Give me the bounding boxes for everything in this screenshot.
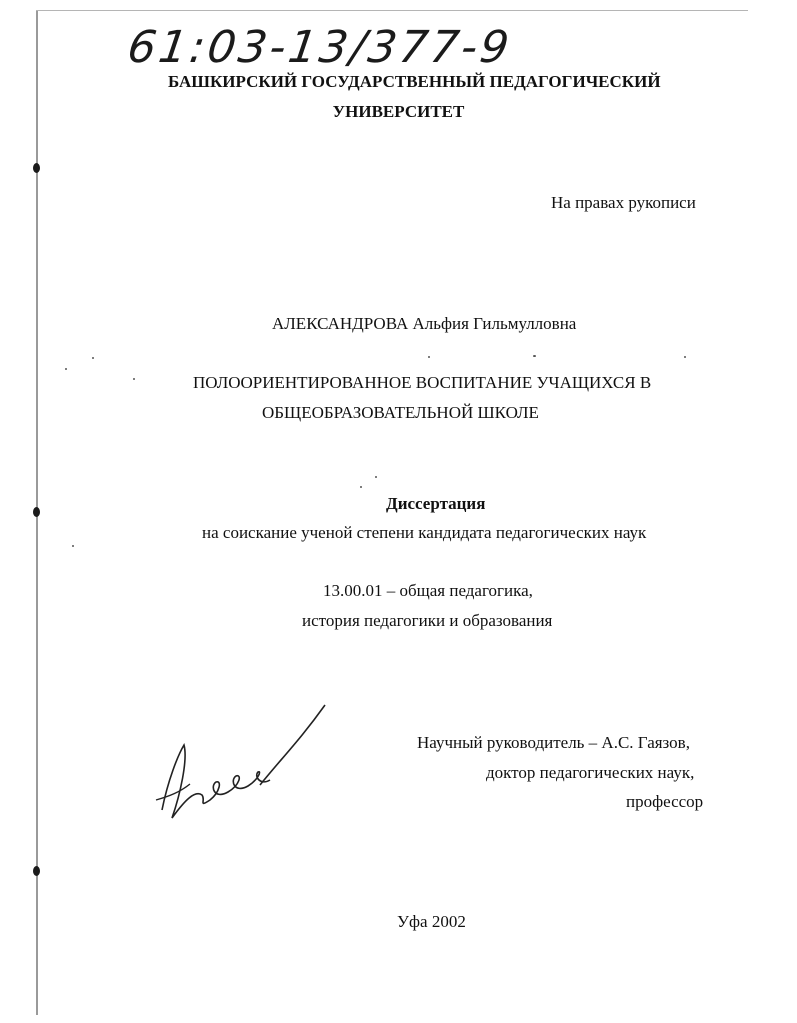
punch-hole-middle: [33, 507, 40, 517]
supervisor-line1: Научный руководитель – А.С. Гаязов,: [417, 733, 690, 752]
scan-speck: [92, 357, 94, 359]
city-year: Уфа 2002: [397, 912, 466, 931]
dissertation-title-line2: ОБЩЕОБРАЗОВАТЕЛЬНОЙ ШКОЛЕ: [262, 403, 539, 422]
specialty-line1: 13.00.01 – общая педагогика,: [323, 581, 533, 600]
signature-stroke: [162, 745, 270, 818]
work-type-label: Диссертация: [386, 494, 486, 513]
dissertation-title-line1: ПОЛООРИЕНТИРОВАННОЕ ВОСПИТАНИЕ УЧАЩИХСЯ В: [193, 373, 652, 392]
university-name-line1: БАШКИРСКИЙ ГОСУДАРСТВЕННЫЙ ПЕДАГОГИЧЕСКИЙ: [168, 72, 661, 91]
signature-stroke: [156, 784, 190, 800]
specialty-line2: история педагогики и образования: [302, 611, 553, 630]
scan-speck: [72, 545, 74, 547]
handwritten-archive-code: 61:03-13/377-9: [124, 22, 515, 73]
supervisor-line3: профессор: [626, 792, 704, 811]
university-name-line2: УНИВЕРСИТЕТ: [332, 102, 465, 121]
handwritten-signature: [150, 700, 340, 830]
scan-speck: [65, 368, 67, 370]
supervisor-line2: доктор педагогических наук,: [486, 763, 695, 782]
scan-speck: [428, 356, 430, 358]
scan-speck: [684, 356, 686, 358]
punch-hole-bottom: [33, 866, 40, 876]
punch-hole-top: [33, 163, 40, 173]
scan-border-top: [36, 10, 748, 11]
author-name: АЛЕКСАНДРОВА Альфия Гильмулловна: [272, 314, 577, 333]
scan-speck: [375, 476, 377, 478]
scan-speck: [533, 355, 536, 357]
signature-stroke: [260, 705, 325, 785]
scan-speck: [360, 486, 362, 488]
scan-speck: [133, 378, 135, 380]
rights-note: На правах рукописи: [551, 193, 696, 212]
degree-description: на соискание ученой степени кандидата педагогических наук: [202, 523, 647, 542]
